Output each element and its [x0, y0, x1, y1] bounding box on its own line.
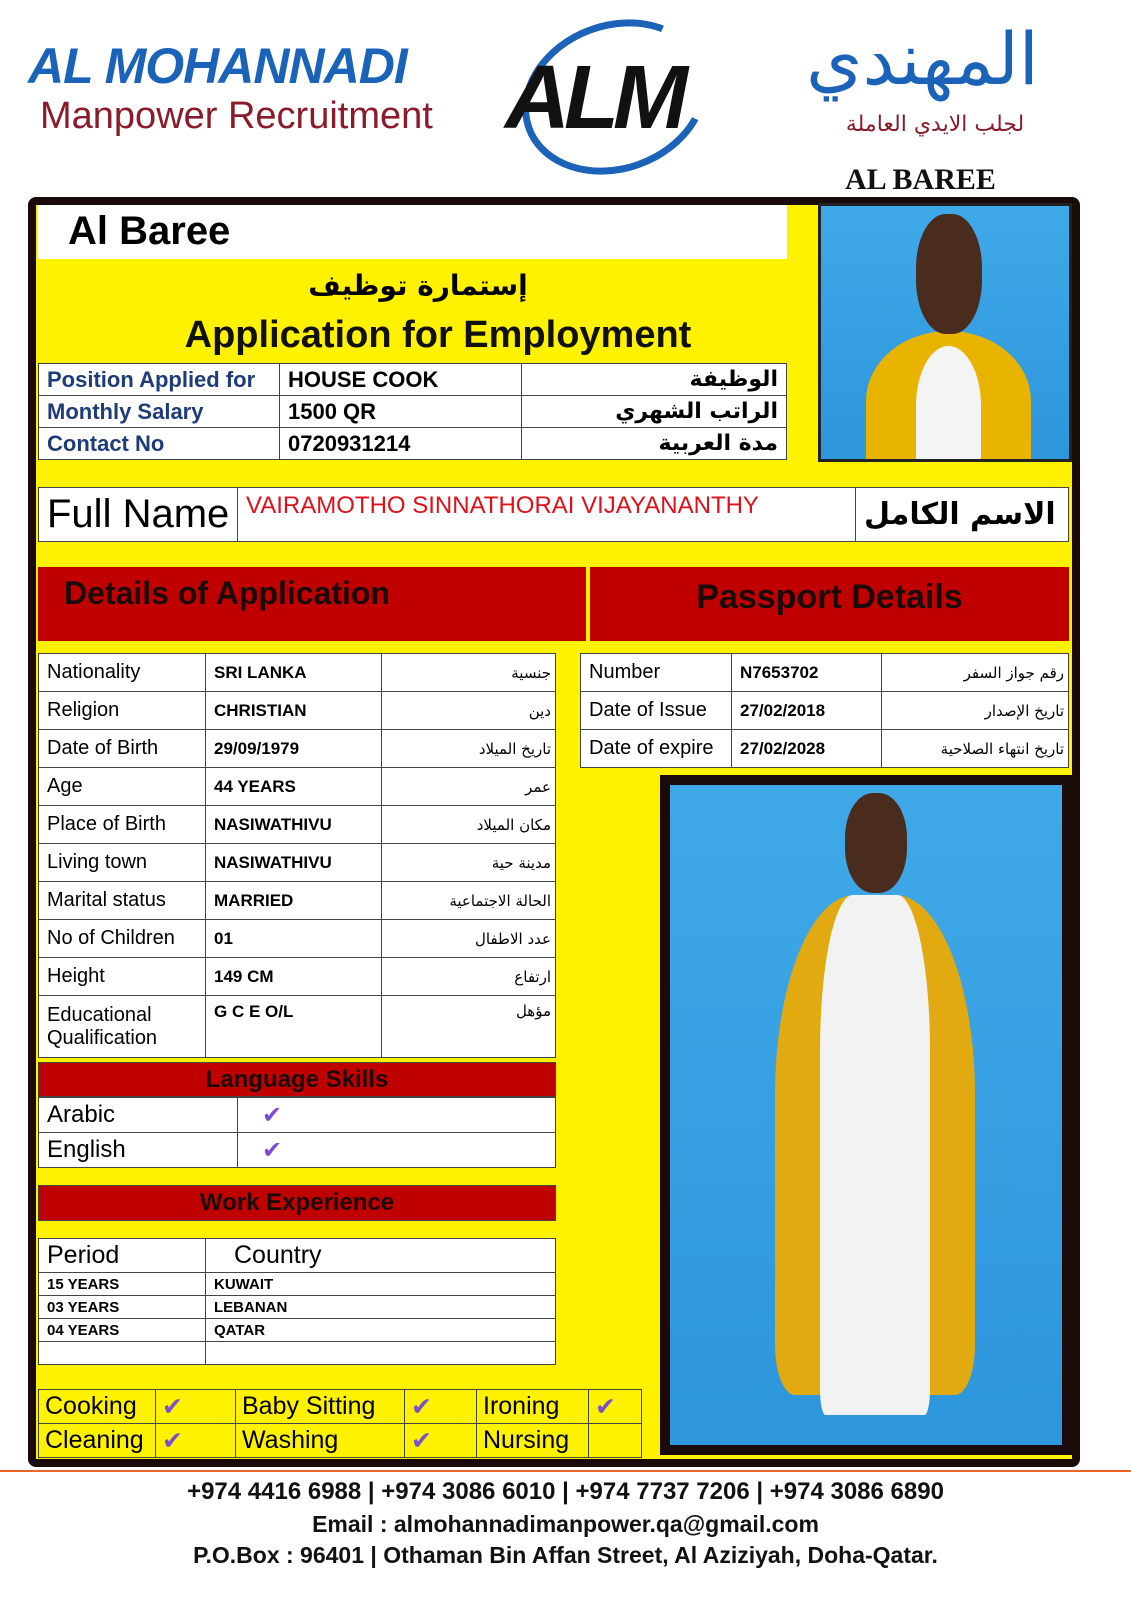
arabic-label: دين — [382, 692, 556, 730]
work-table — [38, 1238, 556, 1365]
photo-shirt — [916, 346, 981, 462]
arabic-label: عمر — [382, 768, 556, 806]
table-row — [39, 920, 556, 958]
logo-arabic: المهندي — [806, 17, 1039, 101]
footer-email: Email : almohannadimanpower.qa@gmail.com — [312, 1511, 819, 1537]
value: NASIWATHIVU — [206, 806, 382, 844]
value: 27/02/2028 — [732, 730, 882, 768]
skills-table — [38, 1389, 642, 1458]
value: HOUSE COOK — [280, 364, 522, 396]
check-icon — [589, 1424, 642, 1458]
footer-divider — [0, 1470, 1131, 1472]
value: 1500 QR — [280, 396, 522, 428]
label: No of Children — [39, 920, 206, 958]
table-row — [581, 654, 1069, 692]
skill-name: Cleaning — [39, 1424, 156, 1458]
table-row — [39, 768, 556, 806]
logo-name: AL MOHANNADI — [28, 38, 407, 94]
table-row — [39, 882, 556, 920]
label: Date of Birth — [39, 730, 206, 768]
arabic-label: الحالة الاجتماعية — [382, 882, 556, 920]
check-icon: ✔ — [405, 1390, 477, 1424]
label: Nationality — [39, 654, 206, 692]
photo-dress — [820, 895, 930, 1415]
full-name-value: VAIRAMOTHO SINNATHORAI VIJAYANANTHY — [238, 488, 856, 542]
language-name: English — [39, 1133, 238, 1168]
arabic-label: مدينة حية — [382, 844, 556, 882]
value: SRI LANKA — [206, 654, 382, 692]
full-body-photo — [660, 775, 1072, 1455]
language-table — [38, 1097, 556, 1168]
label: Date of Issue — [581, 692, 732, 730]
value: 0720931214 — [280, 428, 522, 460]
arabic-label: تاريخ انتهاء الصلاحية — [882, 730, 1069, 768]
table-row — [39, 1319, 556, 1342]
period: 15 YEARS — [39, 1273, 206, 1296]
label: Religion — [39, 692, 206, 730]
page-title: Application for Employment — [184, 314, 692, 356]
period: 03 YEARS — [39, 1296, 206, 1319]
arabic-label: الراتب الشهري — [522, 396, 787, 428]
company-name: Al Baree — [38, 205, 787, 259]
arabic-label: تاريخ الميلاد — [382, 730, 556, 768]
table-row — [39, 1296, 556, 1319]
table-row — [39, 1273, 556, 1296]
table-row — [39, 654, 556, 692]
value: 29/09/1979 — [206, 730, 382, 768]
check-icon: ✔ — [238, 1098, 556, 1133]
agency-name: AL BAREE — [845, 163, 996, 196]
value: G C E O/L — [206, 996, 382, 1058]
language-section-header: Language Skills — [38, 1062, 556, 1097]
full-name-arabic: الاسم الكامل — [856, 488, 1069, 542]
country: KUWAIT — [206, 1273, 556, 1296]
empty-cell — [206, 1342, 556, 1365]
empty-cell — [39, 1342, 206, 1365]
skill-name: Baby Sitting — [236, 1390, 405, 1424]
table-row — [39, 844, 556, 882]
column-header: Period — [39, 1239, 206, 1273]
details-section-header: Details of Application — [38, 567, 586, 641]
footer-address: P.O.Box : 96401 | Othaman Bin Affan Street, Al Aziziyah, Doha-Qatar. — [193, 1542, 938, 1568]
footer-phones: +974 4416 6988 | +974 3086 6010 | +974 7737 7206 | +974 3086 6890 — [187, 1478, 944, 1505]
value: MARRIED — [206, 882, 382, 920]
check-icon: ✔ — [405, 1424, 477, 1458]
work-section-header: Work Experience — [38, 1185, 556, 1221]
portrait-photo — [818, 203, 1072, 462]
skill-name: Washing — [236, 1424, 405, 1458]
passport-table — [580, 653, 1069, 768]
arabic-label: جنسية — [382, 654, 556, 692]
logo-mark: ALM — [505, 48, 682, 148]
label: Educational Qualification — [39, 996, 206, 1058]
language-name: Arabic — [39, 1098, 238, 1133]
value: CHRISTIAN — [206, 692, 382, 730]
country: LEBANAN — [206, 1296, 556, 1319]
check-icon: ✔ — [238, 1133, 556, 1168]
table-row — [581, 730, 1069, 768]
full-name-table — [38, 487, 1069, 542]
skill-name: Ironing — [477, 1390, 589, 1424]
check-icon: ✔ — [156, 1424, 236, 1458]
column-header: Country — [206, 1239, 556, 1273]
details-table — [38, 653, 556, 1058]
label: Place of Birth — [39, 806, 206, 844]
label: Monthly Salary — [39, 396, 280, 428]
arabic-label: مؤهل — [382, 996, 556, 1058]
arabic-label: ارتفاع — [382, 958, 556, 996]
table-row — [581, 692, 1069, 730]
arabic-label: عدد الاطفال — [382, 920, 556, 958]
value: 27/02/2018 — [732, 692, 882, 730]
arabic-label: مكان الميلاد — [382, 806, 556, 844]
check-icon: ✔ — [589, 1390, 642, 1424]
label: Date of expire — [581, 730, 732, 768]
skill-name: Cooking — [39, 1390, 156, 1424]
table-row — [39, 996, 556, 1058]
photo-head — [916, 214, 982, 334]
table-row — [39, 806, 556, 844]
title-arabic: إستمارة توظيف — [308, 269, 528, 302]
country: QATAR — [206, 1319, 556, 1342]
period: 04 YEARS — [39, 1319, 206, 1342]
check-icon: ✔ — [156, 1390, 236, 1424]
table-row — [39, 730, 556, 768]
label: Age — [39, 768, 206, 806]
logo-arabic-subtitle: لجلب الايدي العاملة — [845, 112, 1025, 137]
label: Contact No — [39, 428, 280, 460]
label: Number — [581, 654, 732, 692]
arabic-label: مدة العربية — [522, 428, 787, 460]
value: NASIWATHIVU — [206, 844, 382, 882]
photo-head — [845, 793, 907, 893]
arabic-label: رقم جواز السفر — [882, 654, 1069, 692]
arabic-label: تاريخ الإصدار — [882, 692, 1069, 730]
label: Height — [39, 958, 206, 996]
skill-name: Nursing — [477, 1424, 589, 1458]
passport-section-header: Passport Details — [590, 567, 1069, 641]
logo-subtitle: Manpower Recruitment — [40, 95, 433, 137]
label: Living town — [39, 844, 206, 882]
table-row — [39, 1342, 556, 1365]
label: Position Applied for — [39, 364, 280, 396]
value: 01 — [206, 920, 382, 958]
position-table — [38, 363, 787, 460]
full-name-label: Full Name — [39, 488, 238, 542]
value: N7653702 — [732, 654, 882, 692]
table-row — [39, 692, 556, 730]
table-row — [39, 958, 556, 996]
value: 149 CM — [206, 958, 382, 996]
value: 44 YEARS — [206, 768, 382, 806]
label: Marital status — [39, 882, 206, 920]
arabic-label: الوظيفة — [522, 364, 787, 396]
